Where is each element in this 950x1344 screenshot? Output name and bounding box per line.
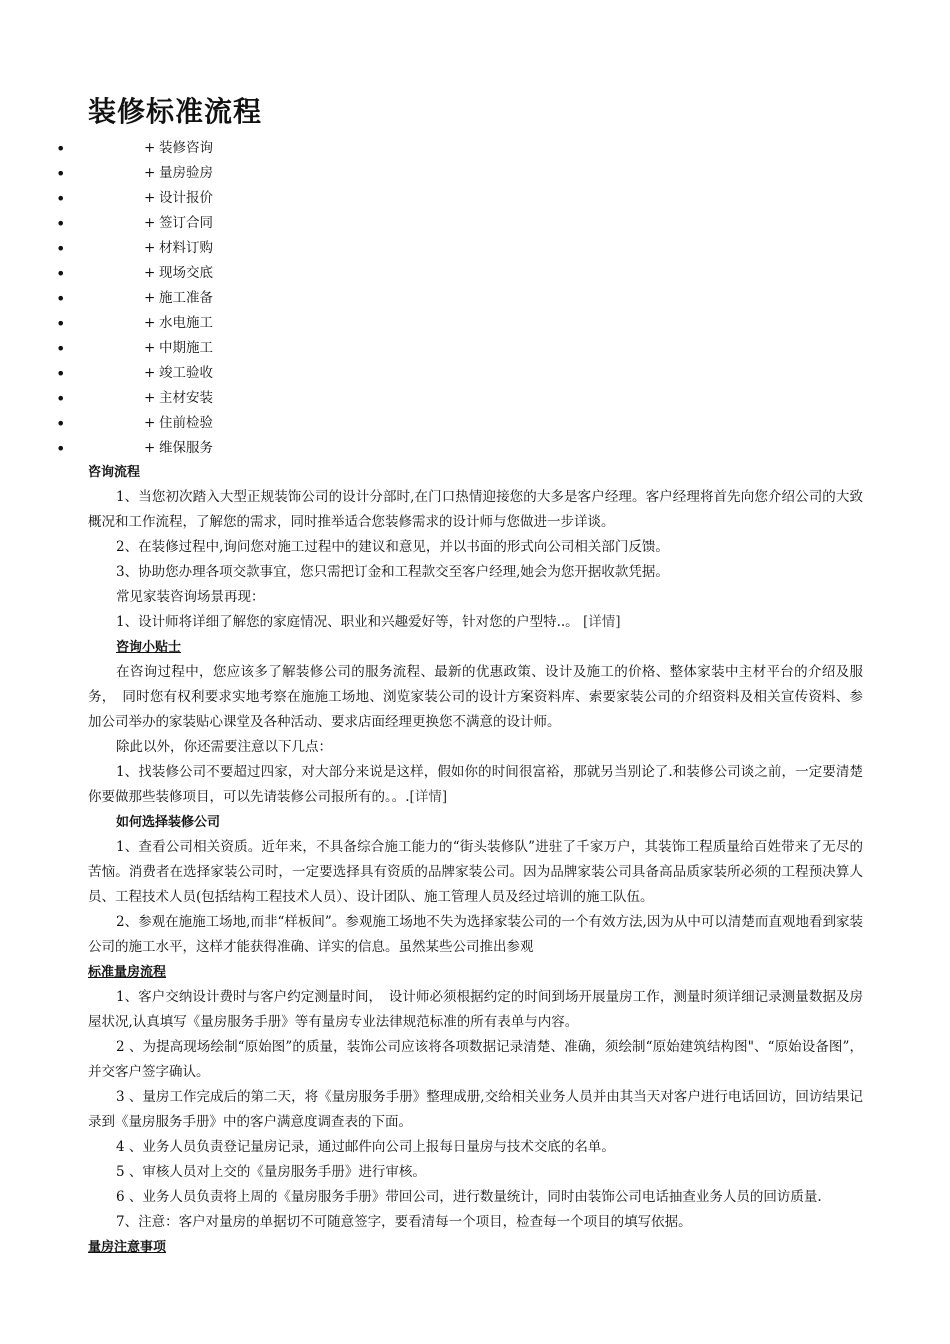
process-step-item[interactable]: [0, 311, 400, 336]
paragraph-text: 1、设计师将详细了解您的家庭情况、职业和兴趣爱好等，针对您的户型特..。: [116, 614, 579, 630]
plus-icon[interactable]: +: [144, 440, 156, 456]
paragraph: 除此以外，你还需要注意以下几点：: [116, 739, 332, 755]
process-step-label: 住前检验: [159, 415, 213, 431]
process-step-item[interactable]: [0, 186, 400, 211]
process-step-item[interactable]: [0, 336, 400, 361]
bullet-icon: •: [56, 339, 66, 358]
plus-icon[interactable]: +: [144, 165, 156, 181]
plus-icon[interactable]: +: [144, 315, 156, 331]
process-step-item[interactable]: [0, 361, 400, 386]
bullet-icon: •: [56, 239, 66, 258]
plus-icon[interactable]: +: [144, 290, 156, 306]
process-step-label: 主材安装: [159, 390, 213, 406]
paragraph: 1、查看公司相关资质。近年来，不具备综合施工能力的“街头装修队”进驻了千家万户，其装饰工程质量给百姓带来了无尽的苦恼。消费者在选择家装公司时，一定要选择具有资质的品牌家装公司。因为品牌家装公司具备高品质家装所必须的工程预决算人员、工程技术人员(包括结构工程技术人员）、设计团队、施工管理人员及经过培训的施工队伍。: [88, 839, 863, 905]
process-step-item[interactable]: [0, 286, 400, 311]
paragraph: [88, 610, 863, 635]
process-step-item[interactable]: [0, 411, 400, 436]
process-step-label: 水电施工: [159, 315, 213, 331]
bullet-icon: •: [56, 289, 66, 308]
process-step-label: 维保服务: [159, 440, 213, 456]
process-step-item[interactable]: [0, 236, 400, 261]
process-step-label: 设计报价: [159, 190, 213, 206]
bullet-icon: •: [56, 314, 66, 333]
section-heading-choose: 如何选择装修公司: [116, 815, 221, 830]
process-step-label: 装修咨询: [159, 140, 213, 156]
document-body: [88, 460, 863, 1260]
bullet-icon: •: [56, 364, 66, 383]
paragraph: 6 、业务人员负责将上周的《量房服务手册》带回公司，进行数量统计，同时由装饰公司电话抽查业务人员的回访质量.: [116, 1189, 822, 1205]
process-step-label: 施工准备: [159, 290, 213, 306]
plus-icon[interactable]: +: [144, 415, 156, 431]
bullet-icon: •: [56, 164, 66, 183]
process-step-item[interactable]: [0, 261, 400, 286]
details-link[interactable]: [详情]: [582, 614, 621, 630]
process-step-label: 签订合同: [159, 215, 213, 231]
plus-icon[interactable]: +: [144, 365, 156, 381]
bullet-icon: •: [56, 189, 66, 208]
paragraph: 7、注意：客户对量房的单据切不可随意签字，要看清每一个项目，检查每一个项目的填写依据。: [116, 1214, 692, 1230]
bullet-icon: •: [56, 264, 66, 283]
section-heading-measure: 标准量房流程: [88, 965, 167, 980]
bullet-icon: •: [56, 139, 66, 158]
bullet-icon: •: [56, 389, 66, 408]
process-step-label: 竣工验收: [159, 365, 213, 381]
process-step-item[interactable]: [0, 436, 400, 461]
process-step-label: 量房验房: [159, 165, 213, 181]
paragraph: [88, 760, 863, 810]
paragraph: 3、协助您办理各项交款事宜，您只需把订金和工程款交至客户经理,她会为您开据收款凭据。: [116, 564, 669, 580]
bullet-icon: •: [56, 214, 66, 233]
process-step-list: [0, 136, 400, 461]
plus-icon[interactable]: +: [144, 215, 156, 231]
process-step-item[interactable]: [0, 386, 400, 411]
process-step-item[interactable]: [0, 136, 400, 161]
process-step-label: 现场交底: [159, 265, 213, 281]
plus-icon[interactable]: +: [144, 265, 156, 281]
bullet-icon: •: [56, 414, 66, 433]
process-step-item[interactable]: [0, 161, 400, 186]
paragraph: 1、当您初次踏入大型正规装饰公司的设计分部时,在门口热情迎接您的大多是客户经理。客户经理将首先向您介绍公司的大致概况和工作流程，了解您的需求，同时推举适合您装修需求的设计师与您做进一步详谈。: [88, 489, 863, 530]
paragraph: 3 、量房工作完成后的第二天，将《量房服务手册》整理成册,交给相关业务人员并由其当天对客户进行电话回访，回访结果记录到《量房服务手册》中的客户满意度调查表的下面。: [88, 1089, 863, 1130]
section-heading-notes: 量房注意事项: [88, 1240, 167, 1255]
paragraph: 在咨询过程中，您应该多了解装修公司的服务流程、最新的优惠政策、设计及施工的价格、整体家装中主材平台的介绍及服务， 同时您有权利要求实地考察在施施工场地、浏览家装公司的设计方案资料库、索要家装公司的介绍资料及相关宣传资料、参加公司举办的家装贴心课堂及各种活动、要求店面经理更换您不满意的设计师。: [88, 664, 863, 730]
details-link[interactable]: [详情]: [409, 789, 448, 805]
paragraph: 1、客户交纳设计费时与客户约定测量时间， 设计师必须根据约定的时间到场开展量房工作，测量时须详细记录测量数据及房屋状况,认真填写《量房服务手册》等有量房专业法律规范标准的所有表单与内容。: [88, 989, 863, 1030]
paragraph: 4 、业务人员负责登记量房记录，通过邮件向公司上报每日量房与技术交底的名单。: [116, 1139, 615, 1155]
page-title: 装修标准流程: [88, 95, 263, 128]
paragraph: 5 、审核人员对上交的《量房服务手册》进行审核。: [116, 1164, 426, 1180]
plus-icon[interactable]: +: [144, 140, 156, 156]
plus-icon[interactable]: +: [144, 340, 156, 356]
bullet-icon: •: [56, 439, 66, 458]
section-heading-tips: 咨询小贴士: [116, 640, 182, 655]
paragraph: 常见家装咨询场景再现：: [116, 589, 265, 605]
process-step-label: 中期施工: [159, 340, 213, 356]
plus-icon[interactable]: +: [144, 240, 156, 256]
process-step-label: 材料订购: [159, 240, 213, 256]
paragraph: 2、参观在施施工场地,而非“样板间”。参观施工场地不失为选择家装公司的一个有效方法,因为从中可以清楚而直观地看到家装公司的施工水平，这样才能获得准确、详实的信息。虽然某些公司推出参观: [88, 914, 863, 955]
paragraph-text: 1、找装修公司不要超过四家，对大部分来说是这样，假如你的时间很富裕，那就另当别论了.和装修公司谈之前，一定要清楚你要做那些装修项目，可以先请装修公司报所有的。。.: [88, 764, 863, 805]
paragraph: 2 、为提高现场绘制“原始图”的质量，装饰公司应该将各项数据记录清楚、准确，须绘制“原始建筑结构图"、“原始设备图”，并交客户签字确认。: [88, 1039, 863, 1080]
plus-icon[interactable]: +: [144, 190, 156, 206]
paragraph: 2、在装修过程中,询问您对施工过程中的建议和意见，并以书面的形式向公司相关部门反馈。: [116, 539, 669, 555]
process-step-item[interactable]: [0, 211, 400, 236]
plus-icon[interactable]: +: [144, 390, 156, 406]
section-heading-consult: 咨询流程: [88, 465, 141, 480]
